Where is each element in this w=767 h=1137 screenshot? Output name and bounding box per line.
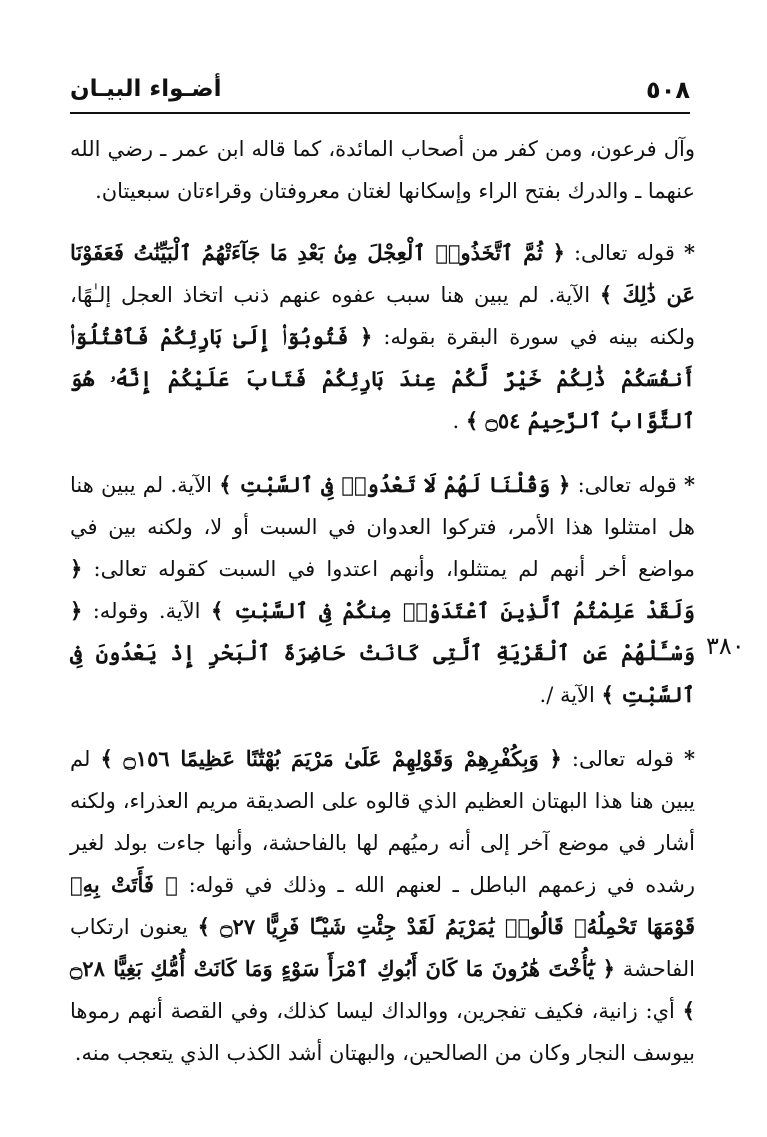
quran-verse: ﴿ يَٰٓأُخْتَ هَٰرُونَ مَا كَانَ أَبُوكِ ٱمْرَأَ سَوْءٍ وَمَا كَانَتْ أُمُّكِ بَغِيًّا ۝٢٨ ﴾ (70, 956, 695, 1023)
text-line: ـ رضي الله عنهما ـ والدرك بفتح الراء وإسكانها لغتان معروفتان (70, 137, 695, 203)
quran-verse: ﴿ فَأَتَتْ بِهِۦ قَوْمَهَا تَحْمِلُهُۥ قَالُوا۟ يَٰمَرْيَمُ لَقَدْ جِئْتِ شَيْـًٔا فَرِيًّا ۝٢٧ ﴾ (70, 872, 695, 939)
quran-verse: ﴿ وَبِكُفْرِهِمْ وَقَوْلِهِمْ عَلَىٰ مَرْيَمَ بُهْتَٰنًا عَظِيمًا ۝١٥٦ ﴾ (100, 746, 562, 771)
paragraph-3 (70, 464, 695, 716)
margin-page-reference: ٣٨٠ (706, 632, 745, 660)
commentary-text: الآية. لم يبين هنا سبب عفوه عنهم ذنب اتخاذ العجل إلـٰهًا، ولكنه بينه في سورة البقرة بقوله: (70, 283, 695, 349)
page-number: ٥٠٨ (646, 76, 690, 104)
asterisk-marker: * (684, 240, 695, 265)
paragraph-1 (70, 128, 695, 212)
page-body (70, 128, 695, 1074)
quran-verse: ﴿ ثُمَّ ٱتَّخَذُوا۟ ٱلْعِجْلَ مِنۢ بَعْدِ مَا جَآءَتْهُمُ ٱلْبَيِّنَٰتُ فَعَفَوْنَا عَن ذَٰلِكَ ﴾ (70, 240, 695, 307)
commentary-text: لم يبين هنا هذا البهتان العظيم الذي قالوه على الصديقة مريم العذراء، ولكنه أشار في موضع آخر إلى أنه رميُهم لها بالفاحشة، وأنها جاءت بولد لغير رشده في زعمهم الباطل ـ لعنهم الله ـ وذلك في قوله: (70, 747, 695, 897)
quran-verse: ﴿ فَتُوبُوٓا۟ إِلَىٰ بَارِئِكُمْ فَٱقْتُلُوٓا۟ أَنفُسَكُمْ ذَٰلِكُمْ خَيْرٌ لَّكُمْ عِندَ بَارِئِكُمْ فَتَابَ عَلَيْكُمْ إِنَّهُۥ هُوَ ٱلتَّوَّابُ ٱلرَّحِيمُ ۝٥٤ ﴾ (70, 324, 695, 433)
page-header (70, 72, 690, 114)
text-line: وآل فرعون، ومن كفر من أصحاب المائدة، كما قاله ابن عمر (173, 137, 695, 161)
commentary-text: الآية. وقوله: (92, 599, 201, 623)
intro-text: قوله تعالى: (573, 241, 675, 265)
asterisk-marker: * (683, 472, 695, 497)
commentary-text: يعنون ارتكاب الفاحشة (70, 915, 695, 981)
asterisk-marker: * (684, 746, 695, 771)
quran-verse: ﴿ وَلَقَدْ عَلِمْتُمُ ٱلَّذِينَ ٱعْتَدَوْا۟ مِنكُمْ فِى ٱلسَّبْتِ ﴾ (70, 556, 695, 623)
paragraph-2 (70, 232, 695, 442)
paragraph-4 (70, 738, 695, 1074)
commentary-text: . (452, 409, 460, 433)
commentary-text: الآية. لم يبين هنا هل امتثلوا هذا الأمر، فتركوا العدوان في السبت أو لا، ولكنه بين في مواضع أخر أنهم لم يمتثلوا، وأنهم اعتدوا في السبت كقوله تعالى: (70, 473, 695, 581)
book-title: أضـواء البيـان (70, 76, 222, 102)
quran-verse: ﴿ وَسْـَٔلْهُمْ عَنِ ٱلْقَرْيَةِ ٱلَّتِى كَانَتْ حَاضِرَةَ ٱلْبَحْرِ إِذْ يَعْدُونَ فِى ٱلسَّبْتِ ﴾ (70, 598, 695, 707)
text-line: وقراءتان سبعيتان. (95, 179, 253, 203)
commentary-text: أي: زانية، فكيف تفجرين، ووالداك ليسا كذلك، وفي القصة أنهم رموها بيوسف النجار وكان من الصالحين، والبهتان أشد الكذب الذي يتعجب منه. (70, 999, 695, 1065)
intro-text: قوله تعالى: (577, 473, 677, 497)
intro-text: قوله تعالى: (571, 747, 674, 771)
quran-verse: ﴿ وَقُلْنَا لَهُمْ لَا تَعْدُوا۟ فِى ٱلسَّبْتِ ﴾ (219, 472, 571, 497)
commentary-text: الآية /. (539, 683, 595, 707)
